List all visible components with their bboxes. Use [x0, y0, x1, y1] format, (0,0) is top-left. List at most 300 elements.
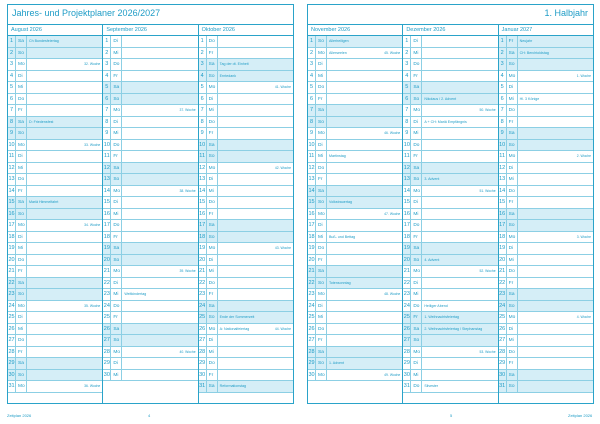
- day-row[interactable]: [199, 174, 293, 186]
- day-row[interactable]: [8, 335, 102, 347]
- day-row[interactable]: [308, 163, 402, 175]
- day-row[interactable]: [199, 151, 293, 163]
- month-column-dezember: [403, 25, 498, 403]
- day-row[interactable]: [308, 36, 402, 48]
- day-row[interactable]: [403, 59, 497, 71]
- day-row[interactable]: [308, 243, 402, 255]
- day-row[interactable]: [499, 255, 593, 267]
- day-number: 28: [499, 347, 507, 358]
- weekday-label: Fr: [509, 358, 518, 369]
- day-number: 15: [308, 197, 316, 208]
- event-label: 3. Advent: [424, 177, 440, 181]
- day-number: 10: [8, 140, 16, 151]
- day-row[interactable]: [403, 312, 497, 324]
- day-row[interactable]: [499, 59, 593, 71]
- day-row[interactable]: [103, 94, 197, 106]
- weekday-label: Mo: [509, 232, 518, 243]
- day-row[interactable]: [103, 220, 197, 232]
- event-label: Nikolaus / 2. Advent: [424, 96, 457, 101]
- weekday-label: Sa: [209, 220, 218, 231]
- day-row[interactable]: [199, 128, 293, 140]
- day-row[interactable]: [199, 381, 293, 393]
- weekday-label: Mo: [209, 324, 218, 335]
- day-row[interactable]: [8, 128, 102, 140]
- day-row[interactable]: [403, 243, 497, 255]
- event-label: 1. Weihnachtsfeiertag: [424, 315, 460, 319]
- day-row[interactable]: [499, 117, 593, 129]
- day-row[interactable]: [499, 151, 593, 163]
- week-number: 3. Woche: [576, 234, 591, 239]
- day-row[interactable]: [308, 370, 402, 382]
- day-row[interactable]: [499, 94, 593, 106]
- day-row[interactable]: [308, 358, 402, 370]
- day-row[interactable]: [199, 358, 293, 370]
- weekday-label: Mo: [113, 105, 122, 116]
- weekday-label: Fr: [509, 197, 518, 208]
- day-row[interactable]: [308, 197, 402, 209]
- day-row[interactable]: [103, 324, 197, 336]
- day-number: 20: [499, 255, 507, 266]
- day-row[interactable]: [499, 370, 593, 382]
- day-number: 4: [499, 71, 507, 82]
- weekday-label: Di: [509, 324, 518, 335]
- day-number: 9: [8, 128, 16, 139]
- weekday-label: Fr: [18, 347, 27, 358]
- day-number: 10: [499, 140, 507, 151]
- weekday-label: Mo: [318, 128, 327, 139]
- day-number: 7: [8, 105, 16, 116]
- day-row[interactable]: [199, 243, 293, 255]
- day-number: 8: [403, 117, 411, 128]
- day-row[interactable]: [499, 48, 593, 60]
- weekday-label: Fr: [413, 312, 422, 323]
- day-row[interactable]: [103, 370, 197, 382]
- day-row[interactable]: [8, 117, 102, 129]
- day-row[interactable]: [499, 36, 593, 48]
- day-row[interactable]: [103, 243, 197, 255]
- day-row[interactable]: [103, 301, 197, 313]
- day-row[interactable]: [103, 209, 197, 221]
- day-row[interactable]: [308, 324, 402, 336]
- day-row[interactable]: [403, 324, 497, 336]
- weekday-label: Di: [318, 220, 327, 231]
- day-number: 11: [403, 151, 411, 162]
- day-row[interactable]: [403, 174, 497, 186]
- weekday-label: Mo: [509, 71, 518, 82]
- day-row[interactable]: [403, 117, 497, 129]
- weekday-label: Mi: [318, 232, 327, 243]
- week-number: 48. Woche: [384, 292, 401, 296]
- weekday-label: Sa: [209, 59, 218, 70]
- day-row[interactable]: [8, 289, 102, 301]
- weekday-label: Mi: [209, 266, 218, 277]
- day-row[interactable]: [308, 82, 402, 94]
- day-row[interactable]: [308, 140, 402, 152]
- day-number: 19: [308, 243, 316, 254]
- day-row[interactable]: [499, 266, 593, 278]
- day-row[interactable]: [199, 163, 293, 175]
- day-number: 13: [308, 174, 316, 185]
- day-row[interactable]: [8, 36, 102, 48]
- day-number: 3: [308, 59, 316, 70]
- day-row[interactable]: [103, 266, 197, 278]
- day-number: 9: [308, 128, 316, 139]
- day-number: 25: [403, 312, 411, 323]
- day-row[interactable]: [199, 117, 293, 129]
- day-row[interactable]: [199, 278, 293, 290]
- day-number: 2: [103, 48, 111, 59]
- day-row[interactable]: [199, 94, 293, 106]
- day-row[interactable]: [403, 232, 497, 244]
- day-number: 17: [199, 220, 207, 231]
- day-row[interactable]: [308, 59, 402, 71]
- day-row[interactable]: [199, 266, 293, 278]
- day-row[interactable]: [8, 232, 102, 244]
- day-row[interactable]: [499, 220, 593, 232]
- weekday-label: Sa: [209, 381, 218, 392]
- day-row[interactable]: [403, 186, 497, 198]
- weekday-label: So: [318, 278, 327, 289]
- weekday-label: Mo: [18, 220, 27, 231]
- day-row[interactable]: [8, 324, 102, 336]
- day-row[interactable]: [103, 117, 197, 129]
- day-row[interactable]: [499, 197, 593, 209]
- day-number: 13: [199, 174, 207, 185]
- day-row[interactable]: [403, 347, 497, 359]
- day-row[interactable]: [199, 48, 293, 60]
- day-row[interactable]: [199, 105, 293, 117]
- day-number: 22: [308, 278, 316, 289]
- day-row[interactable]: [103, 59, 197, 71]
- day-row[interactable]: [308, 347, 402, 359]
- day-row[interactable]: [103, 151, 197, 163]
- day-row[interactable]: [403, 48, 497, 60]
- day-row[interactable]: [8, 255, 102, 267]
- weekday-label: Di: [209, 255, 218, 266]
- day-row[interactable]: [103, 71, 197, 83]
- day-row[interactable]: [308, 301, 402, 313]
- day-row[interactable]: [103, 186, 197, 198]
- day-number: 4: [103, 71, 111, 82]
- day-number: 8: [103, 117, 111, 128]
- weekday-label: So: [113, 255, 122, 266]
- weekday-label: Mo: [18, 381, 27, 392]
- day-row[interactable]: [8, 243, 102, 255]
- day-row[interactable]: [308, 174, 402, 186]
- day-row[interactable]: [8, 105, 102, 117]
- day-row[interactable]: [403, 197, 497, 209]
- day-row[interactable]: [8, 278, 102, 290]
- day-row[interactable]: [403, 278, 497, 290]
- day-row[interactable]: [199, 82, 293, 94]
- day-row[interactable]: [499, 312, 593, 324]
- day-row[interactable]: [199, 232, 293, 244]
- weekday-label: Mo: [509, 151, 518, 162]
- weekday-label: Di: [509, 163, 518, 174]
- day-row[interactable]: [103, 36, 197, 48]
- day-row[interactable]: [199, 312, 293, 324]
- weekday-label: Do: [509, 105, 518, 116]
- day-row[interactable]: [499, 140, 593, 152]
- day-row[interactable]: [199, 71, 293, 83]
- day-number: 18: [403, 232, 411, 243]
- day-row[interactable]: [499, 301, 593, 313]
- day-number: 24: [403, 301, 411, 312]
- day-row[interactable]: [403, 209, 497, 221]
- day-row[interactable]: [403, 335, 497, 347]
- day-row[interactable]: [308, 94, 402, 106]
- day-number: 15: [103, 197, 111, 208]
- day-row[interactable]: [403, 140, 497, 152]
- day-row[interactable]: [103, 358, 197, 370]
- day-row[interactable]: [199, 335, 293, 347]
- event-label: A + CH: Mariä Empfängnis: [424, 119, 467, 124]
- day-row[interactable]: [499, 174, 593, 186]
- day-row[interactable]: [403, 358, 497, 370]
- day-number: 11: [199, 151, 207, 162]
- day-row[interactable]: [8, 71, 102, 83]
- day-row[interactable]: [103, 255, 197, 267]
- day-row[interactable]: [308, 278, 402, 290]
- day-row[interactable]: [403, 266, 497, 278]
- month-column-september: [103, 25, 198, 403]
- day-row[interactable]: [308, 128, 402, 140]
- event-label: Ende der Sommerzeit: [219, 315, 255, 319]
- day-row[interactable]: [403, 105, 497, 117]
- week-number: 42. Woche: [274, 165, 291, 170]
- day-row[interactable]: [403, 220, 497, 232]
- day-number: 2: [8, 48, 16, 59]
- day-row[interactable]: [8, 312, 102, 324]
- day-row[interactable]: [403, 71, 497, 83]
- day-row[interactable]: [8, 94, 102, 106]
- day-row[interactable]: [8, 347, 102, 359]
- day-row[interactable]: [103, 347, 197, 359]
- weekday-label: Di: [18, 312, 27, 323]
- day-number: 3: [103, 59, 111, 70]
- day-row[interactable]: [499, 209, 593, 221]
- day-row[interactable]: [308, 289, 402, 301]
- day-row[interactable]: [499, 186, 593, 198]
- day-row[interactable]: [403, 36, 497, 48]
- day-row[interactable]: [8, 59, 102, 71]
- day-row[interactable]: [8, 140, 102, 152]
- day-row[interactable]: [8, 370, 102, 382]
- day-row[interactable]: [403, 370, 497, 382]
- weekday-label: Fr: [209, 48, 218, 59]
- day-row[interactable]: [199, 370, 293, 382]
- day-row[interactable]: [8, 174, 102, 186]
- day-row[interactable]: [499, 105, 593, 117]
- day-row[interactable]: [308, 186, 402, 198]
- day-number: 30: [403, 370, 411, 381]
- weekday-label: So: [18, 48, 27, 59]
- day-row[interactable]: [499, 278, 593, 290]
- day-row[interactable]: [199, 59, 293, 71]
- weekday-label: Do: [413, 220, 422, 231]
- weekday-label: Fr: [509, 278, 518, 289]
- weekday-label: Mi: [509, 255, 518, 266]
- day-row[interactable]: [8, 209, 102, 221]
- event-label: A: Nationalfeiertag: [219, 326, 250, 331]
- day-number: 17: [499, 220, 507, 231]
- day-row[interactable]: [403, 255, 497, 267]
- day-row[interactable]: [308, 232, 402, 244]
- day-row[interactable]: [8, 48, 102, 60]
- day-row[interactable]: [499, 232, 593, 244]
- week-number: 53. Woche: [479, 349, 496, 354]
- day-row[interactable]: [8, 186, 102, 198]
- day-number: 3: [499, 59, 507, 70]
- weekday-label: Di: [113, 358, 122, 369]
- day-row[interactable]: [199, 347, 293, 359]
- day-row[interactable]: [199, 209, 293, 221]
- day-row[interactable]: [499, 163, 593, 175]
- day-number: 5: [103, 82, 111, 93]
- day-row[interactable]: [308, 117, 402, 129]
- day-row[interactable]: [403, 151, 497, 163]
- day-number: 4: [403, 71, 411, 82]
- day-number: 14: [308, 186, 316, 197]
- day-row[interactable]: [199, 186, 293, 198]
- month-columns: [8, 25, 293, 403]
- day-row[interactable]: [403, 82, 497, 94]
- weekday-label: Sa: [209, 301, 218, 312]
- day-row[interactable]: [499, 289, 593, 301]
- day-row[interactable]: [199, 140, 293, 152]
- day-row[interactable]: [8, 82, 102, 94]
- day-row[interactable]: [403, 381, 497, 393]
- day-row[interactable]: [103, 163, 197, 175]
- day-number: 2: [199, 48, 207, 59]
- day-row[interactable]: [308, 48, 402, 60]
- day-number: 27: [199, 335, 207, 346]
- day-row[interactable]: [8, 266, 102, 278]
- weekday-label: Sa: [18, 117, 27, 128]
- day-row[interactable]: [403, 163, 497, 175]
- day-row[interactable]: [8, 163, 102, 175]
- day-row[interactable]: [8, 220, 102, 232]
- day-row[interactable]: [103, 197, 197, 209]
- day-number: 24: [103, 301, 111, 312]
- weekday-label: Mo: [18, 59, 27, 70]
- day-number: 30: [103, 370, 111, 381]
- week-number: 34. Woche: [84, 223, 101, 227]
- day-row[interactable]: [199, 289, 293, 301]
- day-row[interactable]: [308, 209, 402, 221]
- weekday-label: Sa: [509, 48, 518, 59]
- month-header: August 2026: [8, 25, 102, 36]
- day-row[interactable]: [499, 82, 593, 94]
- day-row[interactable]: [103, 128, 197, 140]
- day-row[interactable]: [199, 301, 293, 313]
- day-row[interactable]: [499, 381, 593, 393]
- day-number: 28: [8, 347, 16, 358]
- day-row[interactable]: [403, 301, 497, 313]
- day-number: 28: [308, 347, 316, 358]
- day-row[interactable]: [308, 255, 402, 267]
- day-number: 6: [403, 94, 411, 105]
- day-row[interactable]: [103, 335, 197, 347]
- day-row[interactable]: [8, 301, 102, 313]
- day-row[interactable]: [499, 335, 593, 347]
- day-row[interactable]: [103, 232, 197, 244]
- day-row[interactable]: [103, 278, 197, 290]
- day-row[interactable]: [308, 105, 402, 117]
- day-row[interactable]: [403, 289, 497, 301]
- weekday-label: Mi: [413, 209, 422, 220]
- day-number: 31: [499, 381, 507, 392]
- day-row[interactable]: [103, 289, 197, 301]
- weekday-label: So: [209, 71, 218, 82]
- day-number: 12: [103, 163, 111, 174]
- day-row[interactable]: [103, 174, 197, 186]
- day-row[interactable]: [403, 128, 497, 140]
- day-number: 27: [308, 335, 316, 346]
- day-row[interactable]: [8, 381, 102, 393]
- day-number: 26: [308, 324, 316, 335]
- day-number: 23: [308, 289, 316, 300]
- day-row[interactable]: [103, 140, 197, 152]
- day-number: 25: [499, 312, 507, 323]
- day-row[interactable]: [499, 71, 593, 83]
- weekday-label: Sa: [113, 82, 122, 93]
- day-row[interactable]: [8, 197, 102, 209]
- event-label: Allerheiligen: [329, 39, 349, 43]
- day-row[interactable]: [199, 36, 293, 48]
- day-row[interactable]: [8, 151, 102, 163]
- day-number: 17: [403, 220, 411, 231]
- weekday-label: Fr: [509, 36, 518, 47]
- day-row[interactable]: [308, 312, 402, 324]
- day-number: 13: [8, 174, 16, 185]
- page-number-left: 4: [148, 413, 151, 418]
- day-row[interactable]: [103, 312, 197, 324]
- day-number: 7: [403, 105, 411, 116]
- day-number: 21: [403, 266, 411, 277]
- day-row[interactable]: [308, 266, 402, 278]
- day-row[interactable]: [103, 48, 197, 60]
- day-row[interactable]: [499, 358, 593, 370]
- day-row[interactable]: [8, 358, 102, 370]
- day-row[interactable]: [499, 243, 593, 255]
- day-number: 2: [308, 48, 316, 59]
- day-number: 16: [8, 209, 16, 220]
- day-row[interactable]: [199, 255, 293, 267]
- day-row[interactable]: [103, 82, 197, 94]
- day-number: 19: [403, 243, 411, 254]
- day-row[interactable]: [308, 71, 402, 83]
- day-row[interactable]: [103, 105, 197, 117]
- day-row[interactable]: [403, 94, 497, 106]
- day-number: 21: [103, 266, 111, 277]
- day-row[interactable]: [199, 197, 293, 209]
- day-row[interactable]: [199, 220, 293, 232]
- day-row[interactable]: [308, 151, 402, 163]
- event-label: Buß- und Bettag: [329, 234, 356, 239]
- day-row[interactable]: [499, 128, 593, 140]
- weekday-label: Mo: [318, 48, 327, 59]
- day-row[interactable]: [499, 347, 593, 359]
- day-number: 28: [103, 347, 111, 358]
- weekday-label: Do: [318, 243, 327, 254]
- day-row[interactable]: [308, 335, 402, 347]
- weekday-label: Do: [209, 278, 218, 289]
- day-row[interactable]: [499, 324, 593, 336]
- day-number: 7: [499, 105, 507, 116]
- day-row[interactable]: [199, 324, 293, 336]
- day-row[interactable]: [308, 220, 402, 232]
